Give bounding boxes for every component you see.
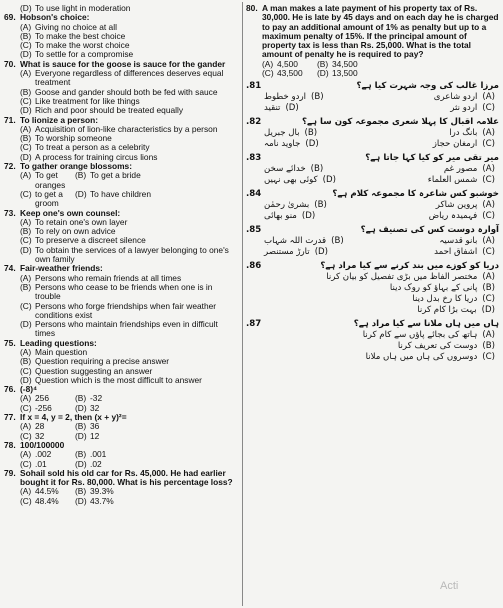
urdu-question-stem	[246, 81, 499, 92]
option-text: -32	[90, 393, 103, 404]
option-letter: (D)	[322, 175, 336, 186]
option-text: اردو خطوط	[264, 92, 306, 103]
urdu-option-row	[246, 103, 499, 114]
option-letter: (B)	[75, 449, 87, 460]
option-letter: (D)	[20, 105, 32, 116]
option-text: دریا کا رخ بدل دینا	[412, 294, 478, 305]
option-letter: (D)	[317, 68, 329, 79]
option-letter: (D)	[285, 103, 299, 114]
option-text: بانو قدسیہ	[439, 236, 478, 247]
urdu-option-row	[246, 139, 499, 150]
option-text: to get a groom	[35, 188, 63, 209]
option-text: .01	[35, 458, 47, 469]
option-letter: (A)	[20, 346, 32, 357]
urdu-question	[246, 225, 499, 258]
question-number: 72.	[4, 161, 16, 172]
option-letter: (B)	[20, 281, 32, 292]
option-letter: (B)	[20, 226, 32, 237]
option-text: Rich and poor should be treated equally	[35, 105, 184, 116]
option	[20, 190, 75, 209]
urdu-option-row	[246, 200, 499, 211]
question-stem	[4, 469, 240, 488]
option-text: 32	[90, 402, 100, 413]
question-text: Hobson's choice:	[20, 12, 90, 23]
option-letter: (C)	[20, 40, 32, 51]
option-text: بانگ درا	[449, 128, 478, 139]
question-block	[4, 339, 240, 385]
option-text: To rely on own advice	[35, 226, 116, 237]
urdu-question-stem	[246, 319, 499, 330]
urdu-question-text: خوشبو کس شاعرہ کا مجموعہ کلام ہے؟	[332, 189, 499, 200]
option-row	[246, 69, 499, 78]
urdu-option	[429, 211, 495, 222]
urdu-option	[264, 236, 344, 247]
urdu-option	[264, 139, 319, 150]
question-80	[246, 4, 499, 78]
urdu-option	[246, 330, 499, 341]
urdu-question	[246, 153, 499, 186]
option-letter: (A)	[20, 393, 32, 404]
option-text: اردو شاعری	[433, 92, 478, 103]
option-text: مختصر الفاظ میں بڑی تفصیل کو بیان کرنا	[326, 272, 478, 283]
option-letter: (A)	[20, 486, 32, 497]
option-text: اشفاق احمد	[434, 247, 478, 258]
option-text: Like treatment for like things	[35, 95, 140, 106]
option	[4, 283, 240, 302]
option-letter: (C)	[20, 188, 32, 199]
urdu-question-text: مرزا غالب کی وجہ شہرت کیا ہے؟	[356, 81, 499, 92]
urdu-option	[246, 341, 499, 352]
option-letter: (D)	[20, 244, 32, 255]
option-text: کوئی بھی نہیں	[264, 175, 318, 186]
option-letter: (A)	[482, 92, 495, 103]
urdu-question-number: .85	[246, 225, 262, 236]
option-text: A process for training circus lions	[35, 151, 158, 162]
option-letter: (D)	[20, 374, 32, 385]
option-letter: (C)	[262, 68, 274, 79]
option-row	[4, 190, 240, 209]
question-block	[4, 60, 240, 116]
option-text: بہت بڑا کام کرنا	[417, 305, 477, 316]
option-letter: (A)	[20, 21, 32, 32]
question-text: 100/100000	[20, 439, 65, 450]
option-letter: (B)	[304, 128, 318, 139]
urdu-option	[264, 211, 315, 222]
urdu-option	[264, 200, 327, 211]
option-letter: (C)	[20, 300, 32, 311]
option-text: 39.3%	[90, 486, 114, 497]
option	[4, 302, 240, 321]
option-text: Question suggesting an answer	[35, 365, 153, 376]
column-divider	[242, 2, 243, 606]
urdu-option-row	[246, 211, 499, 222]
urdu-option	[264, 103, 299, 114]
option-letter: (D)	[301, 211, 316, 222]
urdu-question	[246, 81, 499, 114]
option-letter: (A)	[482, 164, 495, 175]
option-text: To make the best choice	[35, 30, 126, 41]
urdu-option	[433, 139, 495, 150]
option-text: 28	[35, 421, 45, 432]
urdu-question-number: .84	[246, 189, 262, 200]
option-text: To get a bride	[90, 170, 141, 181]
option-text: To retain one's own layer	[35, 216, 128, 227]
option-letter: (D)	[75, 188, 87, 199]
option	[75, 190, 151, 209]
option-text: 32	[35, 430, 45, 441]
option-letter: (A)	[262, 58, 274, 69]
option-text: Question requiring a precise answer	[35, 356, 170, 367]
urdu-option-row	[246, 128, 499, 139]
urdu-option	[246, 283, 499, 294]
urdu-question-text: میر تقی میر کو کیا کہا جاتا ہے؟	[365, 153, 499, 164]
option-text: تارڑ مستنصر	[264, 247, 310, 258]
question-text: To lionize a person:	[20, 114, 99, 125]
option-letter: (B)	[482, 283, 495, 294]
option-letter: (D)	[20, 151, 32, 162]
option-text: .02	[90, 458, 102, 469]
option-letter: (D)	[75, 458, 87, 469]
option-text: Main question	[35, 346, 88, 357]
urdu-question-number: .86	[246, 261, 262, 272]
option-text: Persons who cease to be friends when one is in trouble	[35, 281, 213, 302]
urdu-option	[264, 175, 336, 186]
question-block	[4, 441, 240, 469]
option-text: پروین شاکر	[435, 200, 478, 211]
question-number: 74.	[4, 263, 16, 274]
option-text: Everyone regardless of differences deserves equal treatment	[35, 68, 224, 88]
question-block	[4, 413, 240, 441]
option-letter: (A)	[482, 330, 495, 341]
option-letter: (B)	[311, 92, 324, 103]
question-number: 70.	[4, 58, 16, 69]
option-letter: (B)	[310, 164, 324, 175]
option-letter: (B)	[75, 421, 87, 432]
option-letter: (C)	[20, 142, 32, 153]
urdu-option	[264, 128, 317, 139]
urdu-question-stem	[246, 225, 499, 236]
urdu-option	[264, 92, 324, 103]
option-text: پانی کے بہاؤ کو روک دینا	[389, 283, 478, 294]
option-text: 12	[90, 430, 100, 441]
option-text: Question which is the most difficult to answer	[35, 374, 202, 385]
question-text: Sohail sold his old car for Rs. 45,000. He had earlier bought it for Rs. 80,000. What is his percentage loss?	[20, 467, 233, 488]
question-text: (-8)⁴	[20, 384, 38, 395]
urdu-question	[246, 261, 499, 316]
question-text: A man makes a late payment of his property tax of Rs. 30,000. He is late by 45 days and on each day he is charged to pay an additional amount of 1% as penalty but up to a maximum penalty of 15%. If the principal amount of property tax is less than Rs. 25,000. What is the total amount of penalty he is required to pay?	[262, 3, 499, 60]
urdu-option-row	[246, 175, 499, 186]
option-letter: (B)	[75, 170, 87, 181]
option-letter: (B)	[317, 58, 329, 69]
option	[20, 497, 75, 506]
urdu-option	[428, 175, 495, 186]
option-text: Persons who maintain friendships even in difficult times	[35, 319, 218, 339]
urdu-question-number: .81	[246, 81, 262, 92]
option-letter: (D)	[20, 3, 32, 13]
option-text: To settle for a compromise	[35, 49, 134, 60]
option-letter: (D)	[305, 139, 319, 150]
urdu-option-row	[246, 247, 499, 258]
option-text: 4,500	[277, 58, 298, 69]
option-text: To have children	[90, 188, 151, 199]
urdu-option	[434, 92, 495, 103]
option-letter: (D)	[20, 319, 32, 330]
urdu-option	[434, 247, 495, 258]
urdu-option	[264, 164, 323, 175]
option-letter: (C)	[20, 235, 32, 246]
watermark: Acti	[440, 580, 459, 592]
option-letter: (A)	[20, 68, 32, 79]
urdu-question-number: .82	[246, 117, 262, 128]
option-letter: (D)	[75, 495, 87, 506]
urdu-question-text: علامہ اقبال کا پہلا شعری مجموعہ کون سا ہے؟	[301, 117, 499, 128]
question-text: Leading questions:	[20, 337, 97, 348]
option-text: To treat a person as a celebrity	[35, 142, 150, 153]
urdu-option	[444, 164, 495, 175]
urdu-question	[246, 117, 499, 150]
option-letter: (A)	[482, 200, 495, 211]
option-letter: (D)	[75, 430, 87, 441]
option-text: قدرت اللہ شہاب	[264, 236, 327, 247]
option	[4, 246, 240, 265]
option-text: خدائے سخن	[264, 164, 306, 175]
left-column	[4, 4, 240, 506]
urdu-question-stem	[246, 117, 499, 128]
option-text: To obtain the services of a lawyer belonging to one's own family	[35, 244, 229, 265]
option-letter: (C)	[20, 95, 32, 106]
option-row	[4, 497, 240, 506]
option-text: ہاتھ کی بجائے پاؤں سے کام کرنا	[362, 330, 478, 341]
urdu-question-text: دریا کو کوزے میں بند کرنے سے کیا مراد ہے؟	[320, 261, 499, 272]
option-letter: (A)	[20, 216, 32, 227]
option	[4, 376, 240, 385]
option-letter: (B)	[20, 86, 32, 97]
urdu-option	[246, 305, 499, 316]
question-text: To gather orange blossoms:	[20, 161, 132, 172]
option-text: دوسروں کی ہاں میں ہاں ملانا	[365, 352, 478, 363]
option-letter: (C)	[20, 458, 32, 469]
option-letter: (B)	[20, 30, 32, 41]
question-block	[4, 209, 240, 265]
option-letter: (D)	[481, 305, 495, 316]
question-number: 75.	[4, 337, 16, 348]
option	[20, 171, 75, 190]
option-letter: (B)	[331, 236, 344, 247]
option-text: .002	[35, 449, 52, 460]
option-text: To use light in moderation	[35, 3, 131, 13]
option-text: Persons who forge friendships when fair weather conditions exist	[35, 300, 217, 320]
question-block	[4, 116, 240, 162]
option-text: Goose and gander should both be fed with sauce	[35, 86, 218, 97]
urdu-option	[449, 128, 495, 139]
option-text: شمس العلماء	[427, 175, 478, 186]
urdu-question-text: ہاں میں ہاں ملانا سے کیا مراد ہے؟	[353, 319, 499, 330]
option	[75, 497, 114, 506]
option-letter: (C)	[20, 495, 32, 506]
question-number: 76.	[4, 384, 16, 395]
option-letter: (C)	[482, 294, 495, 305]
option-text: دوست کی تعریف کرنا	[397, 341, 478, 352]
question-number: 77.	[4, 412, 16, 423]
option	[317, 69, 358, 78]
option-letter: (C)	[20, 402, 32, 413]
option-text: Giving no choice at all	[35, 21, 117, 32]
question-text: Fair-weather friends:	[20, 263, 103, 274]
option-text: بشریٰ رحمٰن	[264, 200, 310, 211]
urdu-question-text: آوارہ دوست کس کی تصنیف ہے؟	[360, 225, 499, 236]
option-text: Acquisition of lion-like characteristics by a person	[35, 123, 218, 134]
option-text: 44.5%	[35, 486, 59, 497]
question-number: 80.	[246, 3, 258, 13]
question-block	[4, 385, 240, 413]
urdu-question	[246, 319, 499, 363]
urdu-option	[246, 294, 499, 305]
option-letter: (A)	[20, 449, 32, 460]
option-text: 34,500	[332, 58, 358, 69]
option-text: منو بھائی	[264, 211, 297, 222]
option-text: مصور غم	[443, 164, 478, 175]
question-text: What is sauce for the goose is sauce for the gander	[20, 58, 226, 69]
urdu-option	[439, 236, 495, 247]
option-text: Persons who remain friends at all times	[35, 272, 182, 283]
option-letter: (A)	[482, 128, 495, 139]
option-letter: (B)	[75, 486, 87, 497]
option-text: To make the worst choice	[35, 40, 130, 51]
urdu-option	[436, 200, 495, 211]
option-letter: (C)	[482, 352, 495, 363]
option-letter: (C)	[20, 365, 32, 376]
urdu-question-stem	[246, 261, 499, 272]
option-row	[4, 171, 240, 190]
urdu-option	[246, 352, 499, 363]
right-column	[246, 4, 499, 363]
question-number: 69.	[4, 12, 16, 23]
option-text: ارمغان حجاز	[432, 139, 478, 150]
option	[75, 171, 141, 190]
option-text: بال جبریل	[264, 128, 300, 139]
urdu-option	[246, 272, 499, 283]
option-letter: (A)	[20, 272, 32, 283]
option-letter: (B)	[20, 356, 32, 367]
option-letter: (A)	[20, 123, 32, 134]
question-block	[4, 264, 240, 338]
urdu-option-row	[246, 164, 499, 175]
urdu-question	[246, 189, 499, 222]
question-stem	[246, 4, 499, 60]
question-block	[4, 13, 240, 59]
question-number: 73.	[4, 207, 16, 218]
option	[4, 320, 240, 339]
question-text: If x = 4, y = 2, then (x + y)²=	[20, 412, 127, 423]
option-text: -256	[35, 402, 52, 413]
question-block	[4, 469, 240, 506]
urdu-option-row	[246, 236, 499, 247]
question-number: 78.	[4, 439, 16, 450]
option-letter: (B)	[75, 393, 87, 404]
option	[262, 69, 317, 78]
option-text: 256	[35, 393, 49, 404]
option-letter: (B)	[20, 133, 32, 144]
option-text: .001	[90, 449, 107, 460]
option-letter: (A)	[482, 236, 495, 247]
urdu-option	[450, 103, 495, 114]
option-letter: (D)	[75, 402, 87, 413]
urdu-option	[264, 247, 328, 258]
option-letter: (D)	[314, 247, 329, 258]
option-text: To preserve a discreet silence	[35, 235, 146, 246]
option-letter: (A)	[20, 170, 32, 181]
option-letter: (D)	[20, 49, 32, 60]
option-text: اردو نثر	[450, 103, 478, 114]
urdu-question-number: .83	[246, 153, 262, 164]
option-text: تنقید	[264, 103, 281, 114]
option-letter: (C)	[482, 211, 495, 222]
urdu-question-stem	[246, 153, 499, 164]
question-number: 79.	[4, 467, 16, 478]
option-text: جاوید نامہ	[264, 139, 301, 150]
urdu-question-number: .87	[246, 319, 262, 330]
question-text: Keep one's own counsel:	[20, 207, 121, 218]
option-text: To worship someone	[35, 133, 112, 144]
option-text: 13,500	[332, 68, 358, 79]
urdu-section	[246, 81, 499, 363]
option-letter: (B)	[482, 341, 495, 352]
option-text: فہمیدہ ریاض	[428, 211, 478, 222]
urdu-option-row	[246, 92, 499, 103]
question-block	[4, 162, 240, 208]
option	[75, 432, 99, 441]
question-number: 71.	[4, 114, 16, 125]
option-letter: (C)	[20, 430, 32, 441]
option-letter: (B)	[314, 200, 327, 211]
option	[4, 69, 240, 88]
option-text: 36	[90, 421, 100, 432]
option-text: 43,500	[277, 68, 303, 79]
option-letter: (C)	[482, 175, 495, 186]
option-letter: (C)	[482, 103, 495, 114]
option-letter: (A)	[482, 272, 495, 283]
option-letter: (C)	[482, 247, 495, 258]
option-text: 43.7%	[90, 495, 114, 506]
option-letter: (A)	[20, 421, 32, 432]
option-text: To get oranges	[35, 170, 66, 190]
option-letter: (C)	[482, 139, 495, 150]
urdu-question-stem	[246, 189, 499, 200]
option-text: 48.4%	[35, 495, 59, 506]
